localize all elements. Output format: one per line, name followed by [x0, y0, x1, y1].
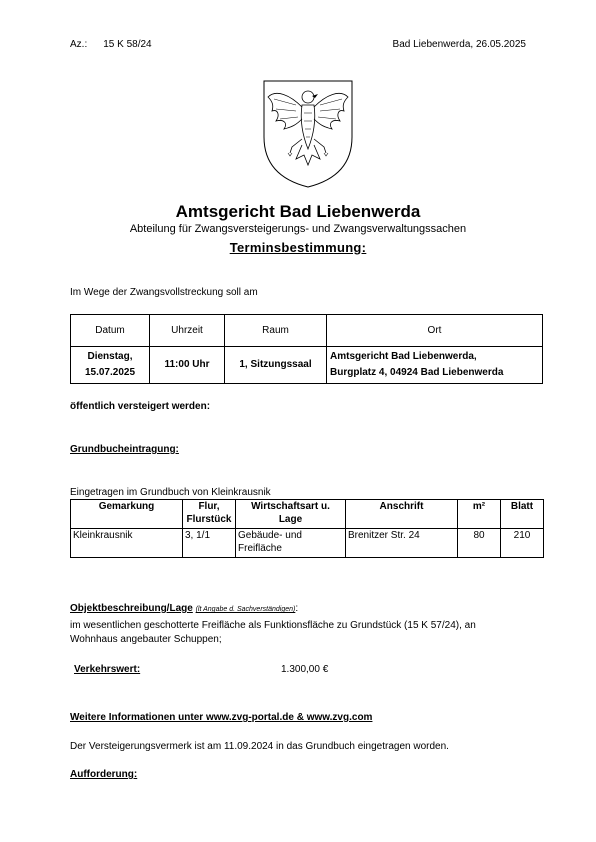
cell-datum	[71, 347, 150, 384]
case-number-value: 15 K 58/24	[103, 39, 152, 50]
cell-qm: 80	[458, 529, 501, 558]
aufforderung-heading: Aufforderung:	[70, 769, 138, 780]
column-header-ort: Ort	[327, 315, 543, 347]
objekt-heading-note: (lt Angabe d. Sachverständigen)	[195, 606, 296, 613]
court-division: Abteilung für Zwangsversteigerungs- und Zwangsverwaltungssachen	[129, 223, 467, 235]
vermerk-text: Der Versteigerungsvermerk ist am 11.09.2024 in das Grundbuch eingetragen worden.	[70, 741, 449, 752]
wirtschaftsart-line-1: Gebäude- und	[238, 530, 302, 541]
column-header-datum: Datum	[71, 315, 150, 347]
column-header-anschrift: Anschrift	[346, 500, 458, 529]
column-header-qm: m²	[458, 500, 501, 529]
cell-ort	[327, 347, 543, 384]
cell-blatt: 210	[501, 529, 544, 558]
verkehrswert-label: Verkehrswert:	[74, 664, 141, 675]
case-number-label: Az.:	[70, 39, 88, 50]
objekt-heading	[70, 603, 298, 614]
weekday: Dienstag,	[87, 351, 133, 362]
place-date: Bad Liebenwerda, 26.05.2025	[392, 39, 526, 50]
ort-line-1: Amtsgericht Bad Liebenwerda,	[330, 351, 477, 362]
intro-text: Im Wege der Zwangsvollstreckung soll am	[70, 287, 258, 298]
lage-label: Lage	[278, 514, 303, 525]
objekt-heading-colon: :	[295, 603, 299, 614]
cell-anschrift: Brenitzer Str. 24	[346, 529, 458, 558]
column-header-wirtschaftsart	[236, 500, 346, 529]
wirtschaftsart-line-2: Freifläche	[238, 543, 282, 554]
objekt-description	[70, 619, 530, 647]
auction-statement: öffentlich versteigert werden:	[70, 401, 211, 412]
grundbuch-table	[70, 499, 544, 558]
grundbuch-heading: Grundbucheintragung:	[70, 444, 179, 455]
case-number	[70, 39, 168, 50]
verkehrswert-value: 1.300,00 €	[281, 664, 329, 675]
column-header-gemarkung: Gemarkung	[71, 500, 183, 529]
column-header-blatt: Blatt	[501, 500, 544, 529]
cell-flur: 3, 1/1	[183, 529, 236, 558]
column-header-flur	[183, 500, 236, 529]
cell-raum: 1, Sitzungssaal	[225, 347, 327, 384]
date: 15.07.2025	[84, 367, 136, 378]
cell-wirtschaftsart	[236, 529, 346, 558]
column-header-raum: Raum	[225, 315, 327, 347]
ort-line-2: Burgplatz 4, 04924 Bad Liebenwerda	[330, 367, 504, 378]
document-title: Terminsbestimmung:	[229, 240, 367, 255]
court-name: Amtsgericht Bad Liebenwerda	[175, 202, 421, 221]
objekt-description-line-1: im wesentlichen geschotterte Freifläche als Funktionsfläche zu Grundstück (15 K 57/24), an	[70, 620, 476, 631]
coat-of-arms-eagle-icon	[262, 79, 354, 189]
table-row	[71, 347, 543, 384]
flur-label: Flur,	[198, 501, 220, 512]
table-header-row	[71, 500, 544, 529]
table-row	[71, 529, 544, 558]
grundbuch-intro: Eingetragen im Grundbuch von Kleinkrausnik	[70, 487, 271, 498]
auction-date-table	[70, 314, 543, 384]
cell-uhrzeit: 11:00 Uhr	[150, 347, 225, 384]
flurstueck-label: Flurstück	[186, 514, 232, 525]
column-header-uhrzeit: Uhrzeit	[150, 315, 225, 347]
objekt-heading-label: Objektbeschreibung/Lage	[70, 603, 193, 614]
info-links: Weitere Informationen unter www.zvg-portal.de & www.zvg.com	[70, 712, 373, 723]
wirtschaftsart-label: Wirtschaftsart u.	[251, 501, 330, 512]
table-header-row	[71, 315, 543, 347]
cell-gemarkung: Kleinkrausnik	[71, 529, 183, 558]
objekt-description-line-2: Wohnhaus angebauter Schuppen;	[70, 634, 222, 645]
